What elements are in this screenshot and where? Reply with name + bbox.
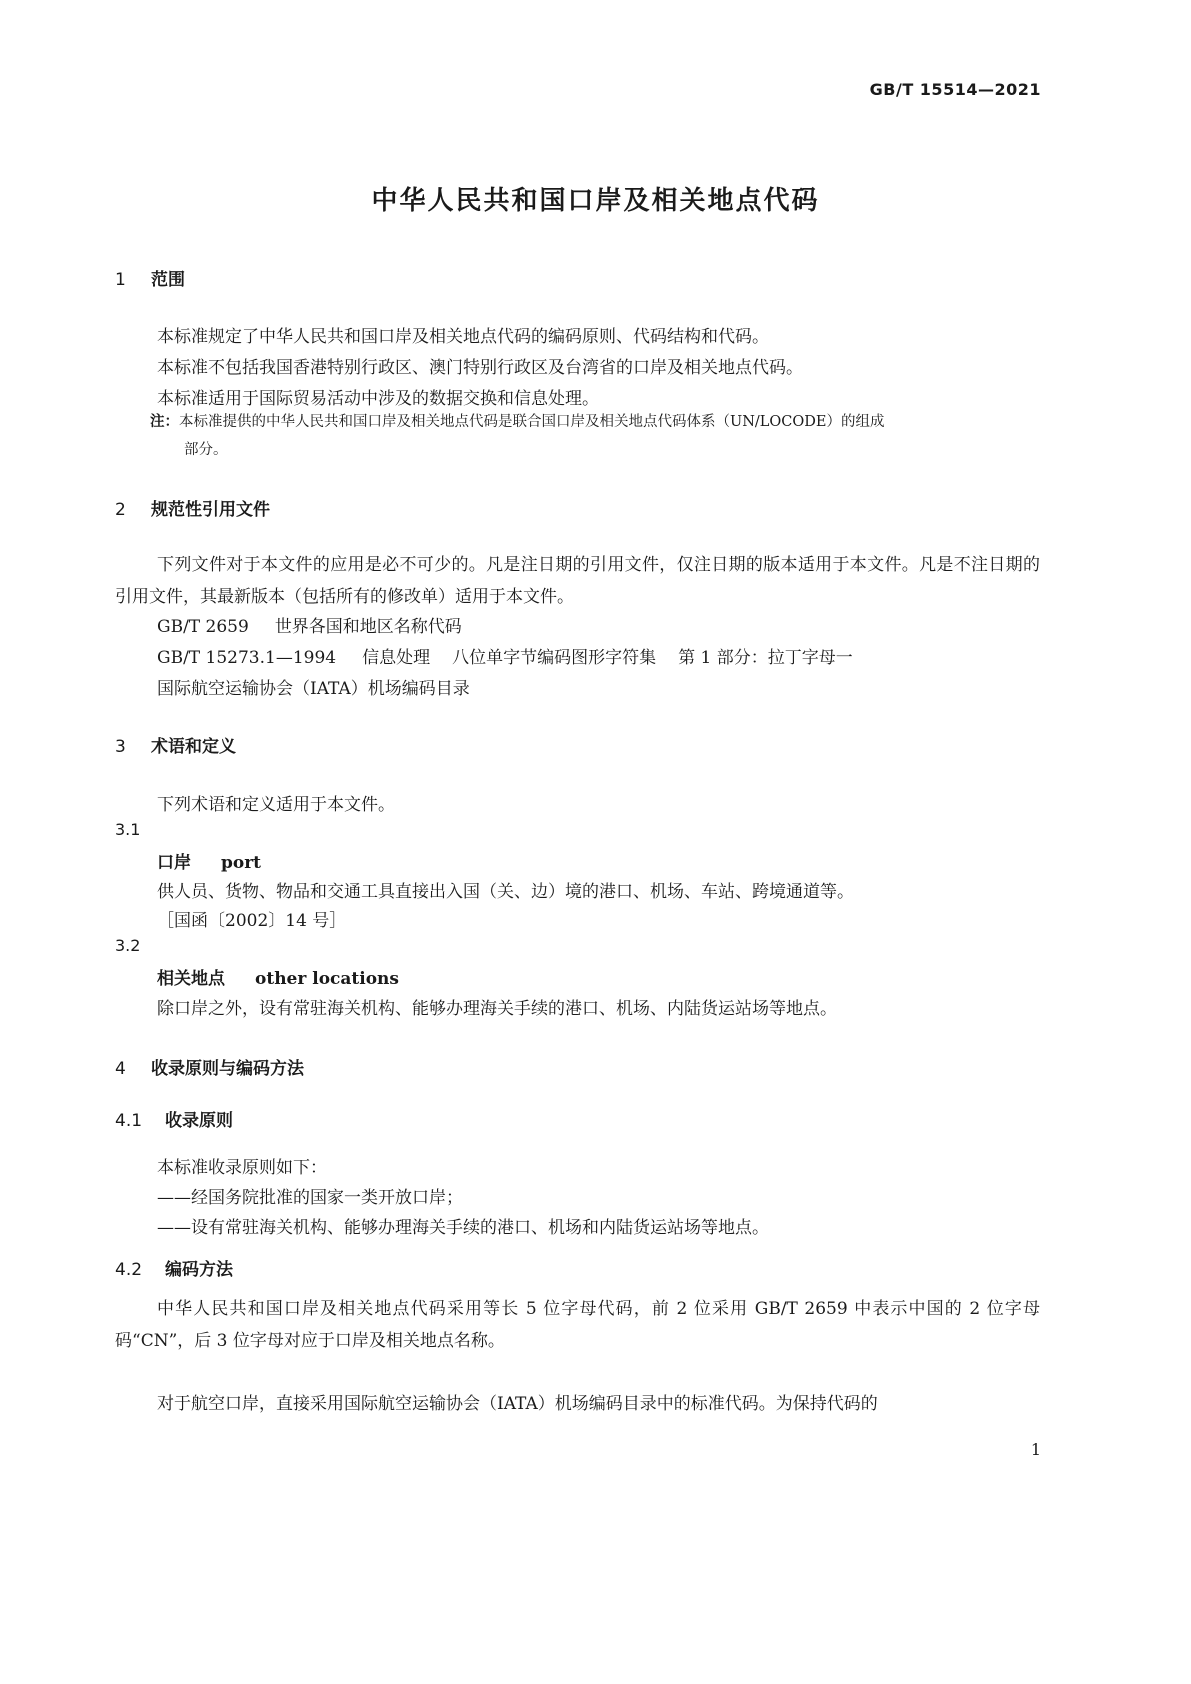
scope-line-1: 本标准规定了中华人民共和国口岸及相关地点代码的编码原则、代码结构和代码。 xyxy=(157,327,769,347)
term-number: 3.2 xyxy=(115,936,141,955)
section-3-heading xyxy=(115,732,236,757)
term-en: other locations xyxy=(255,969,399,989)
reference-item xyxy=(157,643,853,668)
reference-code: GB/T 2659 xyxy=(157,617,249,637)
section-number: 2 xyxy=(115,500,126,520)
page-number: 1 xyxy=(1030,1440,1041,1459)
term-zh: 口岸 xyxy=(157,853,191,873)
section-4-heading xyxy=(115,1054,304,1079)
note-label: 注： xyxy=(150,413,179,430)
section-number: 4 xyxy=(115,1059,126,1079)
note-text-continued: 部分。 xyxy=(184,442,228,458)
section-title: 范围 xyxy=(151,270,185,290)
section-number: 1 xyxy=(115,270,126,290)
principles-intro: 本标准收录原则如下： xyxy=(157,1158,327,1178)
scope-line-3: 本标准适用于国际贸易活动中涉及的数据交换和信息处理。 xyxy=(157,389,599,409)
subsection-title: 收录原则 xyxy=(165,1111,233,1131)
subsection-4-1-heading xyxy=(115,1106,233,1131)
principle-item: ——经国务院批准的国家一类开放口岸； xyxy=(157,1188,463,1208)
subsection-4-2-heading xyxy=(115,1255,233,1280)
term-definition: 供人员、货物、物品和交通工具直接出入国（关、边）境的港口、机场、车站、跨境通道等。 xyxy=(157,882,854,902)
section-title: 规范性引用文件 xyxy=(151,500,270,520)
document-title: 中华人民共和国口岸及相关地点代码 xyxy=(371,186,820,216)
principle-item: ——设有常驻海关机构、能够办理海关手续的港口、机场和内陆货运站场等地点。 xyxy=(157,1218,769,1238)
terms-intro: 下列术语和定义适用于本文件。 xyxy=(157,795,395,815)
term-number: 3.1 xyxy=(115,820,141,839)
term-en: port xyxy=(221,853,262,873)
note-text: 本标准提供的中华人民共和国口岸及相关地点代码是联合国口岸及相关地点代码体系（UN/LOCODE）的组成 xyxy=(179,414,885,430)
normative-references-paragraph: 下列文件对于本文件的应用是必不可少的。凡是注日期的引用文件，仅注日期的版本适用于本文件。凡是不注日期的引用文件，其最新版本（包括所有的修改单）适用于本文件。 xyxy=(115,555,1040,607)
reference-code: GB/T 15273.1—1994 xyxy=(157,648,337,668)
term-heading xyxy=(157,964,399,989)
term-heading xyxy=(157,848,261,873)
reference-item xyxy=(157,612,462,637)
subsection-number: 4.1 xyxy=(115,1111,143,1131)
subsection-title: 编码方法 xyxy=(165,1260,233,1280)
coding-method-paragraph-2: 对于航空口岸，直接采用国际航空运输协会（IATA）机场编码目录中的标准代码。为保持代码的 xyxy=(157,1394,878,1414)
section-title: 术语和定义 xyxy=(151,737,236,757)
scope-note xyxy=(150,408,1045,464)
scope-line-2: 本标准不包括我国香港特别行政区、澳门特别行政区及台湾省的口岸及相关地点代码。 xyxy=(157,358,803,378)
reference-title: 世界各国和地区名称代码 xyxy=(274,617,462,637)
subsection-number: 4.2 xyxy=(115,1260,143,1280)
term-source: ［国函〔2002〕14 号］ xyxy=(157,911,347,931)
coding-method-paragraph: 中华人民共和国口岸及相关地点代码采用等长 5 位字母代码，前 2 位采用 GB/T 2659 中表示中国的 2 位字母码“CN”，后 3 位字母对应于口岸及相关地点名称。 xyxy=(115,1299,1040,1351)
reference-item: 国际航空运输协会（IATA）机场编码目录 xyxy=(157,679,470,699)
section-number: 3 xyxy=(115,737,126,757)
section-title: 收录原则与编码方法 xyxy=(151,1059,304,1079)
section-1-heading xyxy=(115,265,185,290)
section-2-heading xyxy=(115,495,270,520)
standard-code: GB/T 15514—2021 xyxy=(869,80,1041,99)
reference-title-part: 第 1 部分：拉丁字母一 xyxy=(678,648,853,668)
term-definition: 除口岸之外，设有常驻海关机构、能够办理海关手续的港口、机场、内陆货运站场等地点。 xyxy=(157,999,837,1019)
reference-title: 信息处理 xyxy=(362,648,431,668)
term-zh: 相关地点 xyxy=(157,969,225,989)
reference-title-part: 八位单字节编码图形字符集 xyxy=(452,648,657,668)
